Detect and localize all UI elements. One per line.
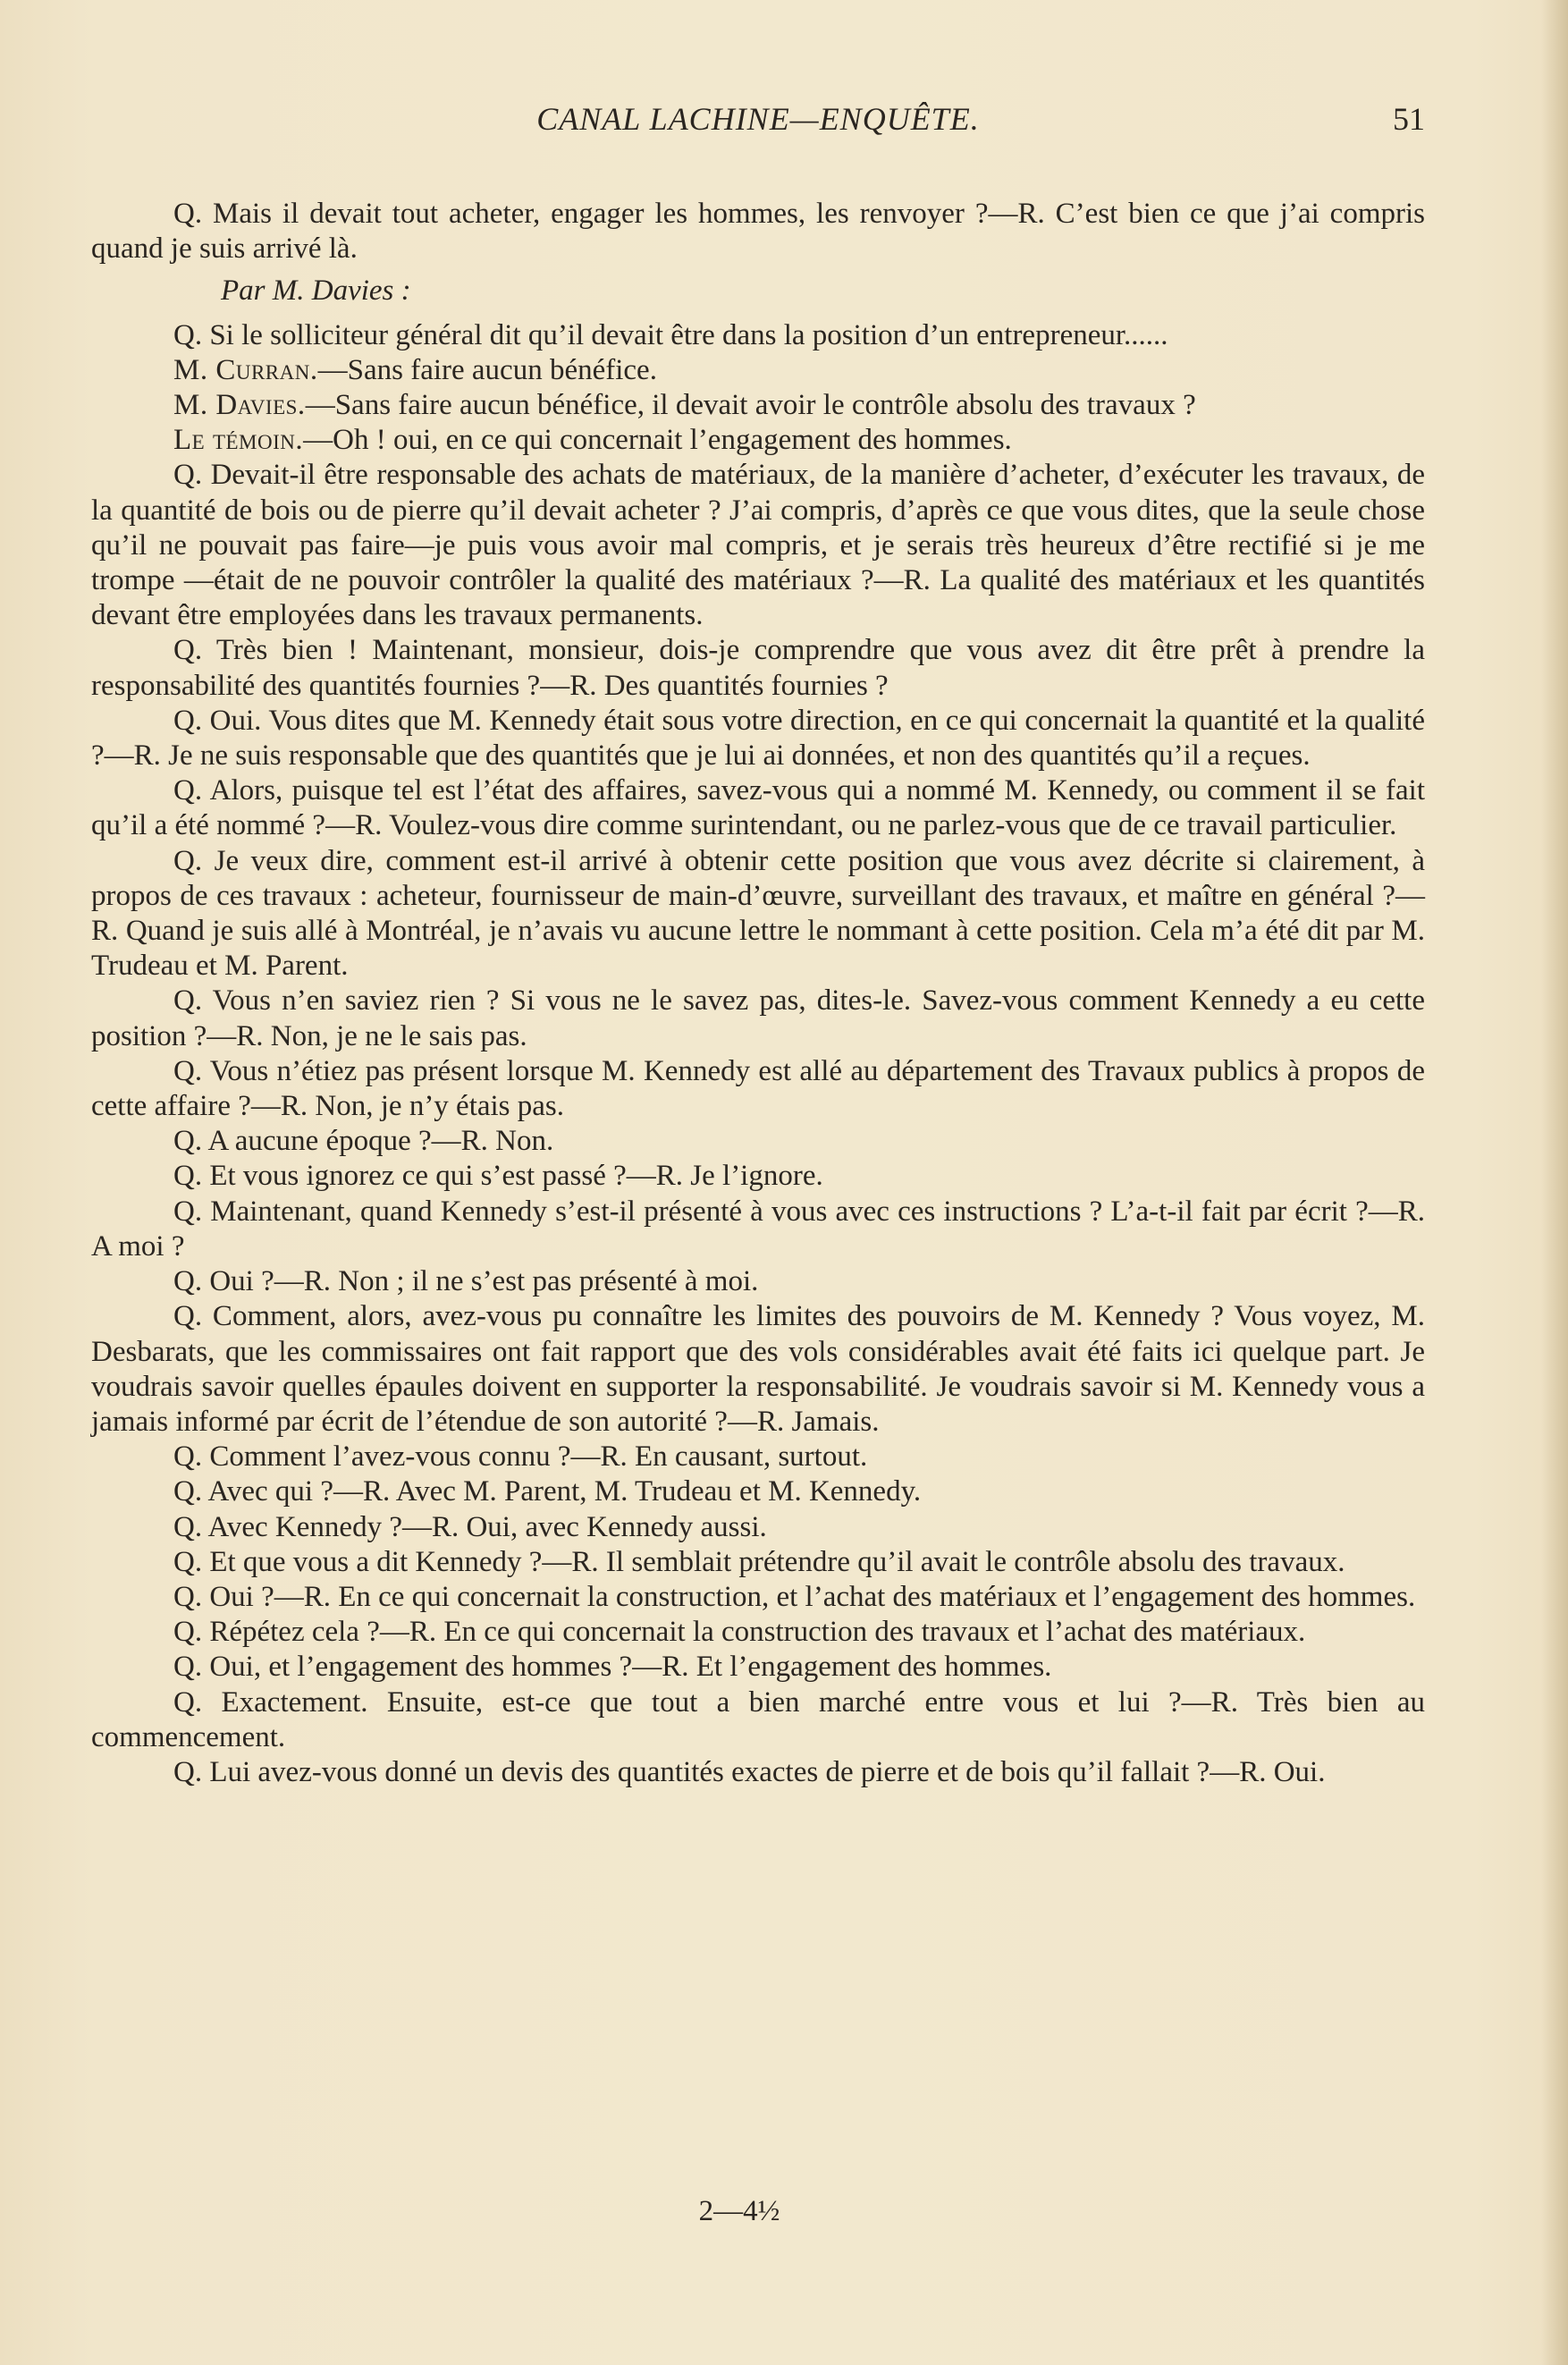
paragraph xyxy=(91,1159,1425,1194)
paragraph-text: —Oh ! oui, en ce qui concernait l’engagement des hommes. xyxy=(303,424,1012,457)
paragraph-text: Q. Si le solliciteur général dit qu’il devait être dans la position d’un entrepreneur...... xyxy=(173,318,1168,351)
paragraph xyxy=(91,984,1425,1053)
paragraph-text: Q. Avec Kennedy ?—R. Oui, avec Kennedy aussi. xyxy=(173,1510,767,1543)
paragraph-text: Q. Comment, alors, avez-vous pu connaître les limites des pouvoirs de M. Kennedy ? Vous voyez, M. Desbarats, que les commissaires ont fait rapport que des vols considérables avait été faits ici quelque part. Je voudrais savoir quelles épaules doivent en supporter la responsabilité. Je voudrais savoir si M. Kennedy vous a jamais informé par écrit de l’étendue de son autorité ?—R. Jamais. xyxy=(91,1300,1425,1438)
paragraph xyxy=(91,1440,1425,1474)
body-text xyxy=(91,197,1425,1790)
paragraph xyxy=(91,1580,1425,1615)
paragraph xyxy=(91,1054,1425,1124)
paragraph-text: Q. Vous n’en saviez rien ? Si vous ne le savez pas, dites-le. Savez-vous comment Kennedy a eu cette position ?—R. Non, je ne le sais pas. xyxy=(91,984,1425,1052)
paragraph xyxy=(91,318,1425,353)
paragraph-text: Q. Répétez cela ?—R. En ce qui concernait la construction des travaux et l’achat des matériaux. xyxy=(173,1616,1306,1649)
paragraph-text: Q. Comment l’avez-vous connu ?—R. En causant, surtout. xyxy=(173,1440,868,1474)
paragraph xyxy=(91,1755,1425,1790)
paragraph xyxy=(91,704,1425,773)
paragraph-text: Q. Et que vous a dit Kennedy ?—R. Il semblait prétendre qu’il avait le contrôle absolu des travaux. xyxy=(173,1545,1345,1578)
paragraph xyxy=(91,844,1425,984)
paragraph xyxy=(91,773,1425,843)
paragraph xyxy=(91,1650,1425,1685)
paragraph xyxy=(91,197,1425,266)
paragraph-text: Q. Vous n’étiez pas présent lorsque M. Kennedy est allé au département des Travaux publics à propos de cette affaire ?—R. Non, je n’y étais pas. xyxy=(91,1054,1425,1123)
speaker-name: M. Curran. xyxy=(173,353,318,386)
paragraph-text: Q. Mais il devait tout acheter, engager les hommes, les renvoyer ?—R. C’est bien ce que j’ai compris quand je suis arrivé là. xyxy=(91,198,1425,266)
paragraph xyxy=(91,1685,1425,1755)
page-number: 51 xyxy=(1393,101,1425,137)
paragraph-text: Q. Oui ?—R. En ce qui concernait la construction, et l’achat des matériaux et l’engagement des hommes. xyxy=(173,1580,1416,1613)
header-title: CANAL LACHINE—ENQUÊTE. xyxy=(536,101,980,137)
paragraph xyxy=(91,353,1425,388)
paragraph-text: Q. Avec qui ?—R. Avec M. Parent, M. Trudeau et M. Kennedy. xyxy=(173,1475,922,1508)
speaker-name: Le témoin. xyxy=(173,424,304,457)
paragraph xyxy=(91,1264,1425,1299)
binding-gutter xyxy=(1541,0,1568,2365)
paragraph xyxy=(91,388,1425,423)
paragraph-text: Q. Oui, et l’engagement des hommes ?—R. Et l’engagement des hommes. xyxy=(173,1651,1052,1684)
paragraph-text: Q. Et vous ignorez ce qui s’est passé ?—R. Je l’ignore. xyxy=(173,1160,823,1193)
paragraph-text: Q. Exactement. Ensuite, est-ce que tout a bien marché entre vous et lui ?—R. Très bien au commencement. xyxy=(91,1685,1425,1753)
paragraph-text: Par M. Davies : xyxy=(221,275,411,308)
paragraph xyxy=(91,1615,1425,1650)
paragraph xyxy=(91,1124,1425,1159)
paragraph-text: Q. Alors, puisque tel est l’état des affaires, savez-vous qui a nommé M. Kennedy, ou comment il se fait qu’il a été nommé ?—R. Voulez-vous dire comme surintendant, ou ne parlez-vous que de ce travail particulier. xyxy=(91,774,1425,842)
speaker-heading xyxy=(91,274,1425,308)
paragraph xyxy=(91,1195,1425,1264)
paragraph xyxy=(91,1299,1425,1440)
paragraph-text: Q. A aucune époque ?—R. Non. xyxy=(173,1125,554,1158)
paragraph xyxy=(91,633,1425,703)
paragraph xyxy=(91,423,1425,458)
paragraph xyxy=(91,1510,1425,1545)
paragraph-text: Q. Maintenant, quand Kennedy s’est-il présenté à vous avec ces instructions ? L’a-t-il fait par écrit ?—R. A moi ? xyxy=(91,1195,1425,1263)
paragraph-text: Q. Lui avez-vous donné un devis des quantités exactes de pierre et de bois qu’il fallait ?—R. Oui. xyxy=(173,1755,1326,1788)
paragraph xyxy=(91,1545,1425,1580)
paragraph-text: Q. Oui ?—R. Non ; il ne s’est pas présenté à moi. xyxy=(173,1265,759,1298)
paragraph-text: —Sans faire aucun bénéfice, il devait avoir le contrôle absolu des travaux ? xyxy=(305,389,1196,422)
paragraph-text: Q. Oui. Vous dites que M. Kennedy était sous votre direction, en ce qui concernait la quantité et la qualité ?—R. Je ne suis responsable que des quantités que je lui ai données, et non des quantités qu’il a reçues. xyxy=(91,704,1425,773)
paragraph xyxy=(91,1474,1425,1509)
paragraph-text: Q. Je veux dire, comment est-il arrivé à obtenir cette position que vous avez décrite si clairement, à propos de ces travaux : acheteur, fournisseur de main-d’œuvre, surveillant des travaux, et maître en général ?—R. Quand je suis allé à Montréal, je n’avais vu aucune lettre le nommant à cette position. Cela m’a été dit par M. Trudeau et M. Parent. xyxy=(91,844,1425,983)
paragraph-text: Q. Très bien ! Maintenant, monsieur, dois-je comprendre que vous avez dit être prêt à prendre la responsabilité des quantités fournies ?—R. Des quantités fournies ? xyxy=(91,634,1425,702)
paragraph-text: Q. Devait-il être responsable des achats de matériaux, de la manière d’acheter, d’exécuter les travaux, de la quantité de bois ou de pierre qu’il devait acheter ? J’ai compris, d’après ce que vous dites, que la seule chose qu’il ne pouvait pas faire—je puis vous avoir mal compris, et je serais très heureux d’être rectifié si je me trompe —était de ne pouvoir contrôler la qualité des matériaux ?—R. La qualité des matériaux et les quantités devant être employées dans les travaux permanents. xyxy=(91,459,1425,632)
speaker-name: M. Davies. xyxy=(173,389,306,422)
paragraph xyxy=(91,458,1425,633)
signature-mark: 2—4½ xyxy=(698,2195,780,2227)
running-header xyxy=(91,100,1425,145)
paragraph-text: —Sans faire aucun bénéfice. xyxy=(317,353,657,386)
